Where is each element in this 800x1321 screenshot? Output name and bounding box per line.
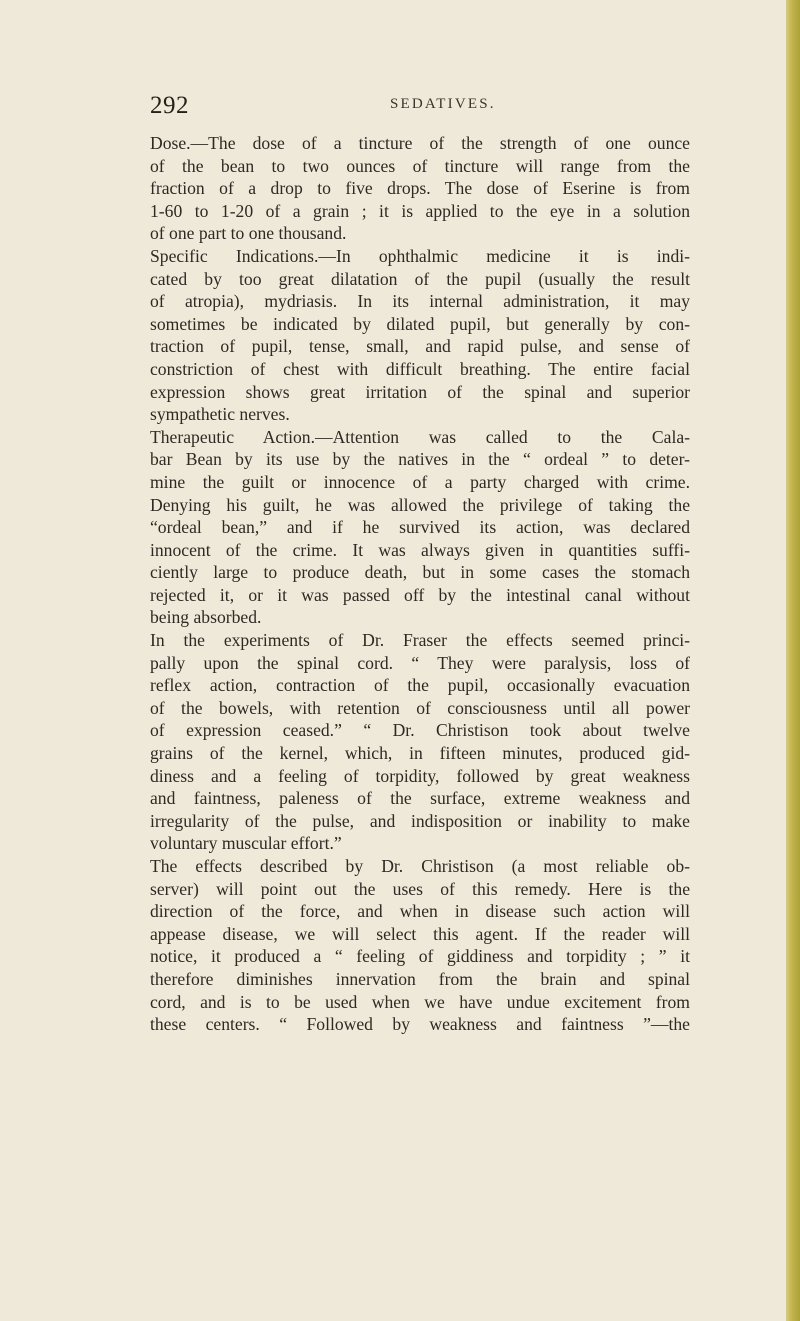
text-line: Denying his guilt, he was allowed the privilege of taking the	[150, 494, 690, 515]
page-header	[150, 92, 690, 120]
text-line: traction of pupil, tense, small, and rapid pulse, and sense of	[150, 336, 690, 357]
text-line: of one part to one thousand.	[150, 223, 347, 244]
text-line: cord, and is to be used when we have undue excitement from	[150, 991, 690, 1012]
text-line: “ordeal bean,” and if he survived its action, was declared	[150, 517, 690, 538]
text-line: Therapeutic Action.—Attention was called to the Cala-	[150, 426, 690, 447]
text-line: ciently large to produce death, but in some cases the stomach	[150, 562, 690, 583]
text-line: Specific Indications.—In ophthalmic medicine it is indi-	[150, 245, 690, 266]
text-line: cated by too great dilatation of the pupil (usually the result	[150, 268, 690, 289]
text-line: of expression ceased.” “ Dr. Christison took about twelve	[150, 720, 690, 741]
text-line: and faintness, paleness of the surface, extreme weakness and	[150, 788, 690, 809]
page-number: 292	[150, 92, 189, 119]
text-line: sympathetic nerves.	[150, 404, 290, 425]
running-head: SEDATIVES.	[390, 96, 496, 112]
page-edge-strip	[786, 0, 800, 1321]
text-line: appease disease, we will select this agent. If the reader will	[150, 923, 690, 944]
text-line: being absorbed.	[150, 607, 262, 628]
text-line: these centers. “ Followed by weakness and faintness ”—the	[150, 1014, 690, 1035]
text-line: The effects described by Dr. Christison (a most reliable ob-	[150, 856, 690, 876]
text-line: Dose.—The dose of a tincture of the strength of one ounce	[150, 133, 690, 153]
text-line: irregularity of the pulse, and indisposition or inability to make	[150, 810, 690, 831]
body-text	[150, 132, 690, 1036]
text-line: rejected it, or it was passed off by the intestinal canal without	[150, 584, 690, 605]
text-line: of the bean to two ounces of tincture will range from the	[150, 155, 690, 176]
text-line: bar Bean by its use by the natives in the “ ordeal ” to deter-	[150, 449, 690, 470]
text-line: notice, it produced a “ feeling of giddiness and torpidity ; ” it	[150, 946, 690, 967]
text-line: diness and a feeling of torpidity, followed by great weakness	[150, 765, 690, 786]
text-line: constriction of chest with difficult breathing. The entire facial	[150, 358, 690, 379]
text-line: mine the guilt or innocence of a party charged with crime.	[150, 471, 690, 492]
text-line: expression shows great irritation of the spinal and superior	[150, 381, 690, 402]
text-line: innocent of the crime. It was always given in quantities suffi-	[150, 539, 690, 560]
text-line: fraction of a drop to five drops. The dose of Eserine is from	[150, 178, 690, 199]
text-line: of atropia), mydriasis. In its internal administration, it may	[150, 291, 690, 312]
text-line: server) will point out the uses of this remedy. Here is the	[150, 878, 690, 899]
text-line: 1-60 to 1-20 of a grain ; it is applied to the eye in a solution	[150, 200, 690, 221]
text-line: reflex action, contraction of the pupil, occasionally evacuation	[150, 675, 690, 696]
text-line: pally upon the spinal cord. “ They were paralysis, loss of	[150, 652, 690, 673]
text-line: sometimes be indicated by dilated pupil, but generally by con-	[150, 313, 690, 334]
text-line: of the bowels, with retention of consciousness until all power	[150, 697, 690, 718]
text-line: voluntary muscular effort.”	[150, 833, 342, 854]
text-line: direction of the force, and when in disease such action will	[150, 901, 690, 922]
text-line: grains of the kernel, which, in fifteen minutes, produced gid-	[150, 743, 690, 764]
text-line: therefore diminishes innervation from the brain and spinal	[150, 968, 690, 989]
text-line: In the experiments of Dr. Fraser the effects seemed princi-	[150, 630, 690, 651]
